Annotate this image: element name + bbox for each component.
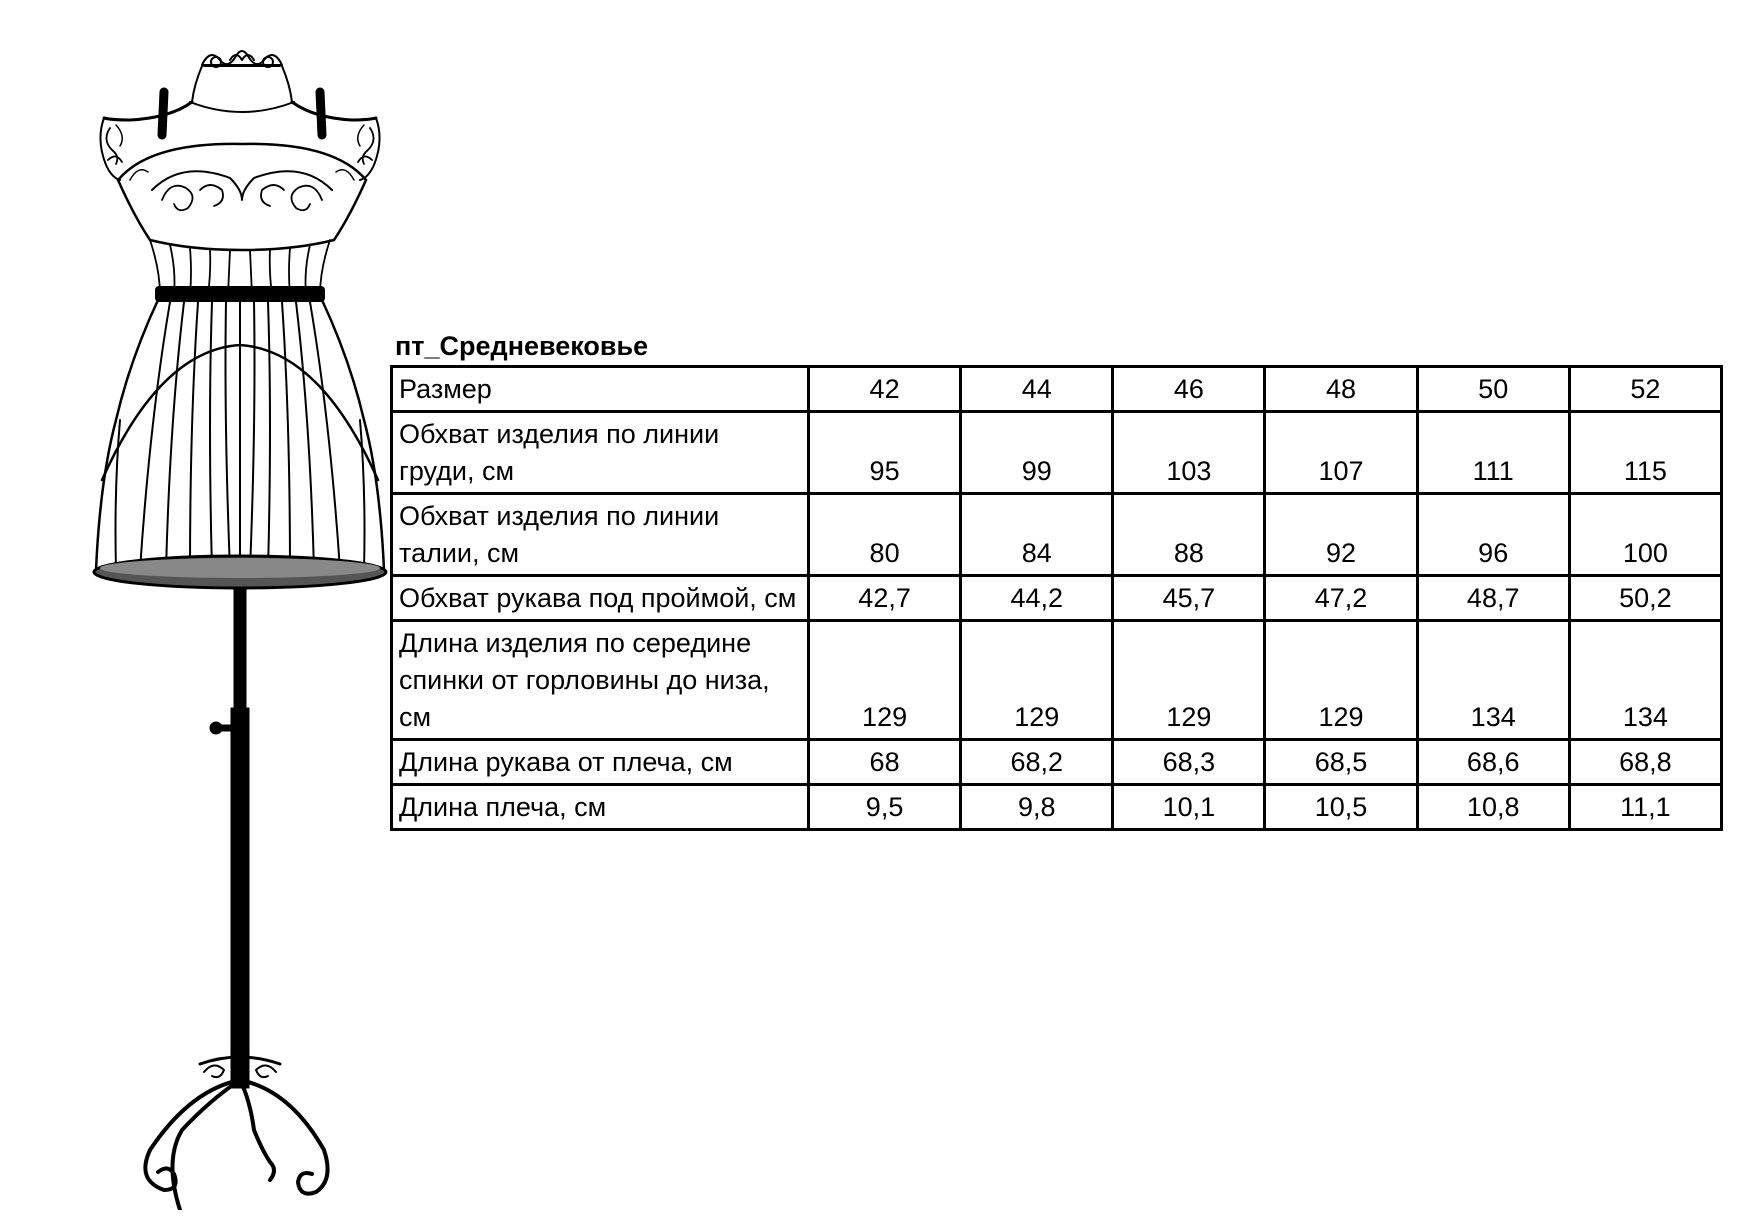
value-cell: 68,2 <box>961 740 1113 785</box>
row-label-cell: Длина плеча, см <box>392 785 809 830</box>
size-header-cell: 42 <box>809 367 961 412</box>
value-cell: 9,8 <box>961 785 1113 830</box>
value-cell: 10,8 <box>1417 785 1569 830</box>
size-header-cell: 46 <box>1113 367 1265 412</box>
row-label-cell: Длина изделия по середине спинки от горловины до низа, см <box>392 621 809 740</box>
size-chart-table <box>390 365 1723 831</box>
skirt-frame <box>96 300 384 570</box>
wire-mannequin-illustration <box>90 40 390 1210</box>
value-cell: 68,8 <box>1569 740 1721 785</box>
header-label-cell: Размер <box>392 367 809 412</box>
value-cell: 42,7 <box>809 576 961 621</box>
size-header-cell: 48 <box>1265 367 1417 412</box>
value-cell: 115 <box>1569 412 1721 494</box>
value-cell: 129 <box>961 621 1113 740</box>
value-cell: 103 <box>1113 412 1265 494</box>
value-cell: 47,2 <box>1265 576 1417 621</box>
table-row <box>392 740 1722 785</box>
table-row <box>392 494 1722 576</box>
value-cell: 45,7 <box>1113 576 1265 621</box>
value-cell: 11,1 <box>1569 785 1721 830</box>
value-cell: 96 <box>1417 494 1569 576</box>
value-cell: 68 <box>809 740 961 785</box>
neck-crown-ornament <box>202 51 282 67</box>
table-row <box>392 621 1722 740</box>
value-cell: 50,2 <box>1569 576 1721 621</box>
shoulder-straps <box>162 92 322 135</box>
row-label-cell: Обхват изделия по линии талии, см <box>392 494 809 576</box>
value-cell: 80 <box>809 494 961 576</box>
value-cell: 10,5 <box>1265 785 1417 830</box>
value-cell: 10,1 <box>1113 785 1265 830</box>
value-cell: 129 <box>1113 621 1265 740</box>
skirt-base-mesh <box>94 556 386 588</box>
stand-tripod-base <box>145 1057 327 1210</box>
waist-band <box>156 287 324 301</box>
value-cell: 48,7 <box>1417 576 1569 621</box>
value-cell: 129 <box>809 621 961 740</box>
value-cell: 92 <box>1265 494 1417 576</box>
size-header-cell: 50 <box>1417 367 1569 412</box>
value-cell: 44,2 <box>961 576 1113 621</box>
stand-pole <box>210 588 249 1088</box>
table-row <box>392 412 1722 494</box>
value-cell: 129 <box>1265 621 1417 740</box>
value-cell: 68,3 <box>1113 740 1265 785</box>
value-cell: 84 <box>961 494 1113 576</box>
value-cell: 9,5 <box>809 785 961 830</box>
value-cell: 88 <box>1113 494 1265 576</box>
row-label-cell: Обхват изделия по линии груди, см <box>392 412 809 494</box>
value-cell: 111 <box>1417 412 1569 494</box>
value-cell: 95 <box>809 412 961 494</box>
neck-cage <box>190 66 294 112</box>
size-header-cell: 52 <box>1569 367 1721 412</box>
value-cell: 100 <box>1569 494 1721 576</box>
row-label-cell: Длина рукава от плеча, см <box>392 740 809 785</box>
size-header-cell: 44 <box>961 367 1113 412</box>
value-cell: 107 <box>1265 412 1417 494</box>
table-row <box>392 576 1722 621</box>
value-cell: 134 <box>1569 621 1721 740</box>
value-cell: 134 <box>1417 621 1569 740</box>
row-label-cell: Обхват рукава под проймой, см <box>392 576 809 621</box>
table-row <box>392 785 1722 830</box>
bust-frame <box>118 144 366 250</box>
table-title: пт_Средневековье <box>395 331 649 361</box>
shoulder-bars <box>100 102 379 180</box>
table-header-row <box>392 367 1722 412</box>
value-cell: 68,6 <box>1417 740 1569 785</box>
value-cell: 99 <box>961 412 1113 494</box>
value-cell: 68,5 <box>1265 740 1417 785</box>
